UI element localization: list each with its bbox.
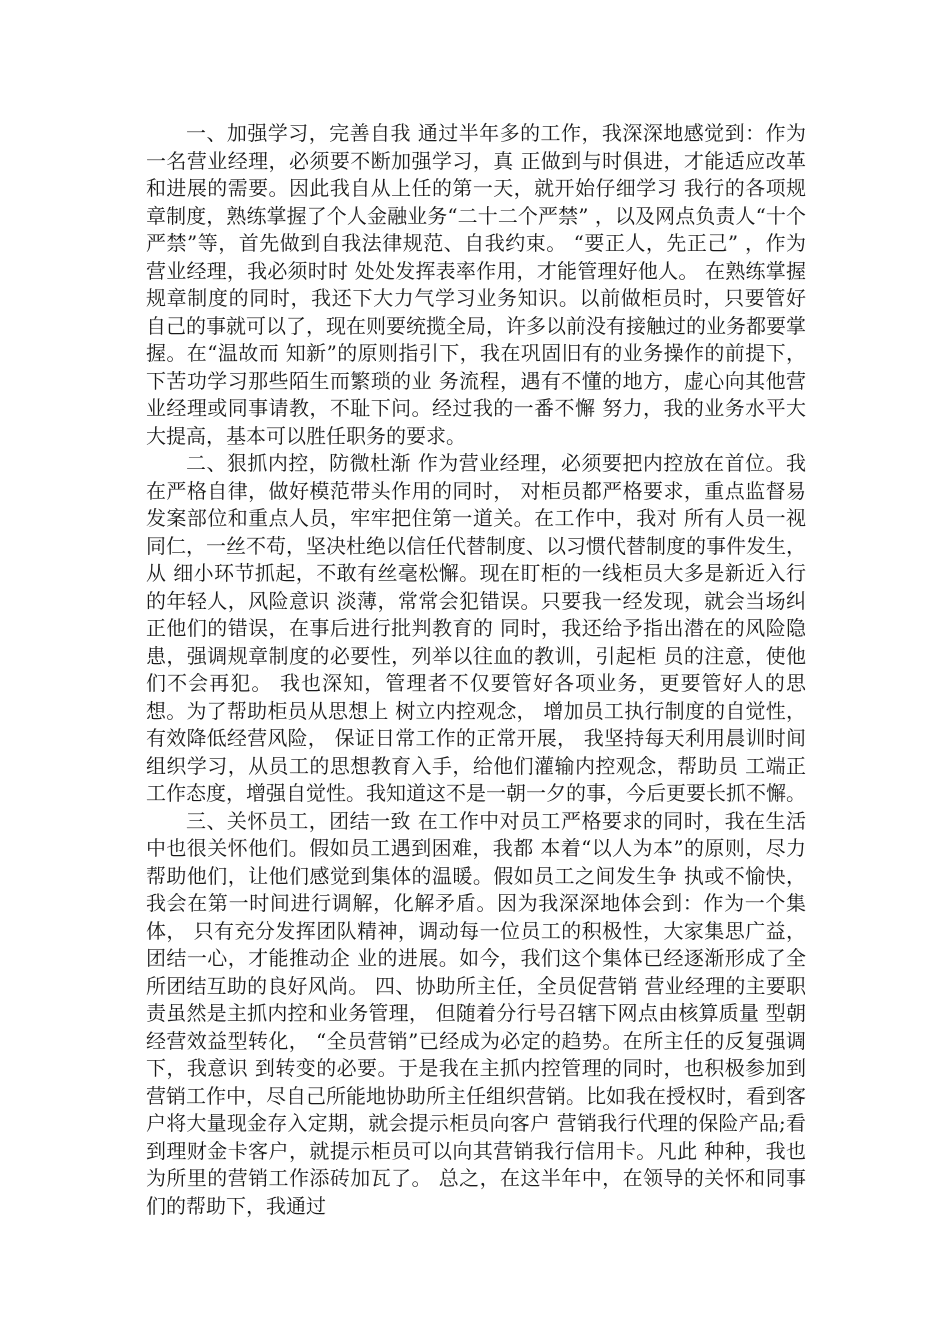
paragraph-2: 二、狠抓内控，防微杜渐 作为营业经理，必须要把内控放在首位。我在严格自律，做好模范带头作用的同时， 对柜员都严格要求，重点监督易发案部位和重点人员，牢牢把住第一道关。在工作中，我对 所有人员一视同仁，一丝不苟，坚决杜绝以信任代替制度、以习惯代替制度的事件发生，从 细小环节抓起，不敢有丝毫松懈。现在盯柜的一线柜员大多是新近入行的年轻人，风险意识 淡薄，常常会犯错误。只要我一经发现，就会当场纠正他们的错误，在事后进行批判教育的 同时，我还给予指出潜在的风险隐患，强调规章制度的必要性，列举以往血的教训，引起柜 员的注意，使他们不会再犯。 我也深知，管理者不仅要管好各项业务，更要管好人的思想。为了帮助柜员从思想上 树立内控观念， 增加员工执行制度的自觉性，有效降低经营风险， 保证日常工作的正常开展， 我坚持每天利用晨训时间组织学习，从员工的思想教育入手，给他们灌输内控观念，帮助员 工端正工作态度，增强自觉性。我知道这不是一朝一夕的事，今后更要长抓不懈。 <box>146 451 806 805</box>
paragraph-1: 一、加强学习，完善自我 通过半年多的工作，我深深地感觉到：作为一名营业经理，必须要不断加强学习，真 正做到与时俱进，才能适应改革和进展的需要。因此我自从上任的第一天，就开始仔细学习 我行的各项规章制度，熟练掌握了个人金融业务“二十二个严禁” ，以及网点负责人“十个 严禁”等，首先做到自我法律规范、自我约束。 “要正人，先正己” ，作为营业经理，我必须时时 处处发挥表率作用，才能管理好他人。 在熟练掌握规章制度的同时，我还下大力气学习业务知识。以前做柜员时，只要管好 自己的事就可以了，现在则要统揽全局，许多以前没有接触过的业务都要掌握。在“温故而 知新”的原则指引下，我在巩固旧有的业务操作的前提下，下苦功学习那些陌生而繁琐的业 务流程，遇有不懂的地方，虚心向其他营业经理或同事请教，不耻下问。经过我的一番不懈 努力，我的业务水平大大提高，基本可以胜任职务的要求。 <box>146 121 806 448</box>
paragraph-3: 三、关怀员工，团结一致 在工作中对员工严格要求的同时，我在生活中也很关怀他们。假如员工遇到困难，我都 本着“以人为本”的原则，尽力帮助他们，让他们感觉到集体的温暖。假如员工之间发生争 执或不愉快，我会在第一时间进行调解，化解矛盾。因为我深深地体会到：作为一个集体， 只有充分发挥团队精神，调动每一位员工的积极性，大家集思广益，团结一心，才能推动企 业的进展。如今，我们这个集体已经逐渐形成了全所团结互助的良好风尚。 四、协助所主任，全员促营销 营业经理的主要职责虽然是主抓内控和业务管理， 但随着分行号召辖下网点由核算质量 型朝经营效益型转化， “全员营销”已经成为必定的趋势。在所主任的反复强调下，我意识 到转变的必要。于是我在主抓内控管理的同时，也积极参加到营销工作中，尽自己所能地协助所主任组织营销。比如我在授权时，看到客户将大量现金存入定期，就会提示柜员向客户 营销我行代理的保险产品;看到理财金卡客户，就提示柜员可以向其营销我行信用卡。凡此 种种，我也为所里的营销工作添砖加瓦了。 总之，在这半年中，在领导的关怀和同事们的帮助下，我通过 <box>146 808 806 1218</box>
document-page <box>146 120 806 1220</box>
